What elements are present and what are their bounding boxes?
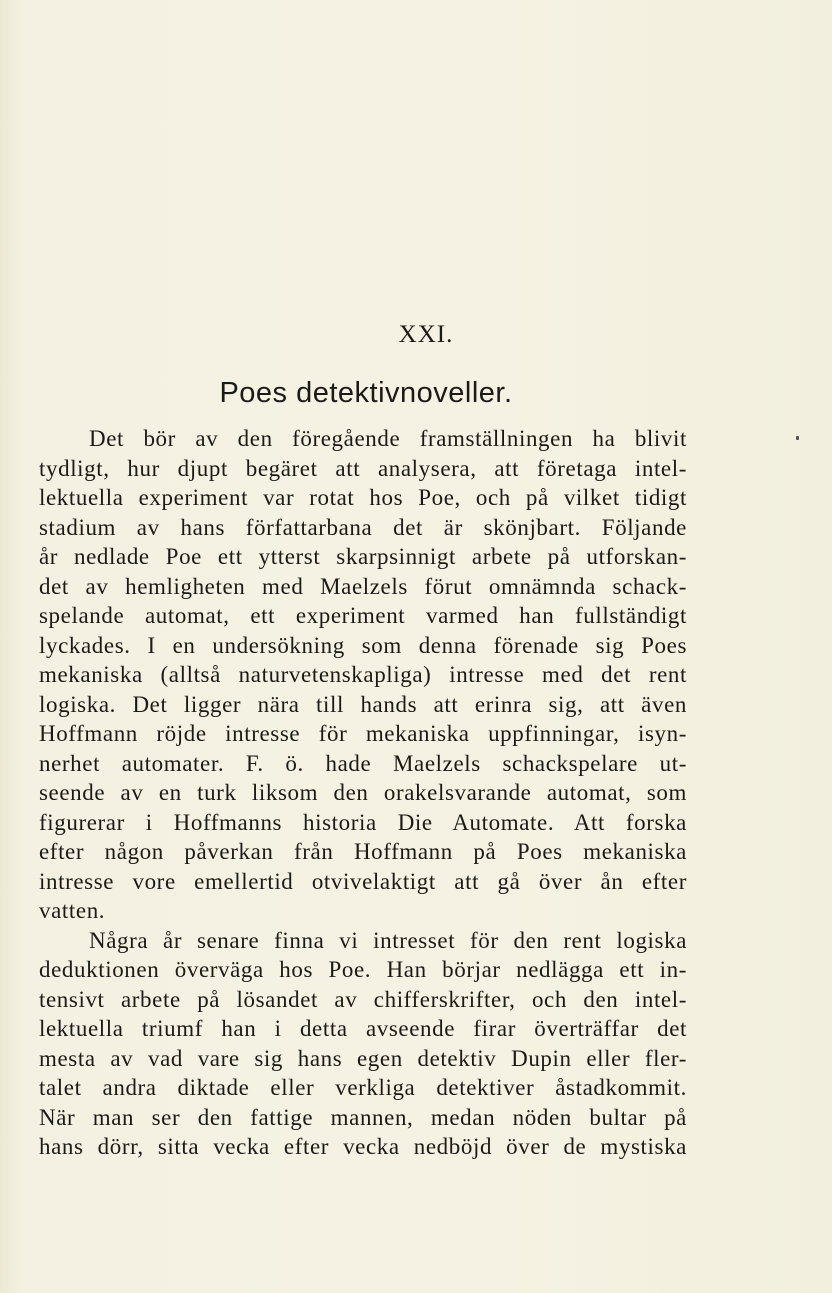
text-line: Det bör av den föregående framställningen ha blivit [89, 426, 687, 451]
text-line: mesta av vad vare sig hans egen detektiv Dupin eller fler- [39, 1045, 687, 1071]
text-line: deduktionen överväga hos Poe. Han börjar nedlägga ett in- [39, 957, 687, 982]
text-line: nerhet automater. F. ö. hade Maelzels schackspelare ut- [39, 750, 687, 776]
text-line: lyckades. I en undersökning som denna förenade sig Poes [39, 632, 687, 658]
text-line: figurerar i Hoffmanns historia Die Automate. Att forska [39, 809, 687, 835]
text-line: intresse vore emellertid otvivelaktigt att gå över ån efter [39, 868, 687, 894]
text-line: år nedlade Poe ett ytterst skarpsinnigt arbete på utforskan- [39, 544, 687, 569]
chapter-title: Poes detektivnoveller. [219, 377, 513, 409]
text-line: spelande automat, ett experiment varmed han fullständigt [39, 603, 687, 628]
text-line: det av hemligheten med Maelzels förut omnämnda schack- [39, 573, 687, 599]
text-line: vatten. [39, 898, 106, 923]
text-line: logiska. Det ligger nära till hands att erinra sig, att även [39, 691, 687, 717]
body-text [39, 424, 687, 1162]
ink-speck [796, 436, 799, 440]
text-line: seende av en turk liksom den orakelsvarande automat, som [39, 780, 687, 805]
text-line: tensivt arbete på lösandet av chifferskrifter, och den intel- [39, 986, 687, 1012]
text-line: När man ser den fattige mannen, medan nöden bultar på [39, 1104, 687, 1130]
chapter-number: XXI. [398, 321, 454, 348]
text-line: lektuella experiment var rotat hos Poe, och på vilket tidigt [39, 485, 687, 510]
text-line: stadium av hans författarbana det är skönjbart. Följande [39, 514, 687, 540]
text-line: tydligt, hur djupt begäret att analysera, att företaga intel- [39, 455, 687, 481]
text-line: lektuella triumf han i detta avseende firar överträffar det [39, 1016, 687, 1041]
text-line: mekaniska (alltså naturvetenskapliga) intresse med det rent [39, 662, 687, 687]
text-line: Hoffmann röjde intresse för mekaniska uppfinningar, isyn- [39, 721, 687, 746]
text-line: efter någon påverkan från Hoffmann på Poes mekaniska [39, 839, 687, 864]
text-line: talet andra diktade eller verkliga detektiver åstadkommit. [39, 1075, 687, 1100]
text-line: hans dörr, sitta vecka efter vecka nedböjd över de mystiska [39, 1134, 687, 1159]
text-line: Några år senare finna vi intresset för den rent logiska [89, 927, 687, 953]
